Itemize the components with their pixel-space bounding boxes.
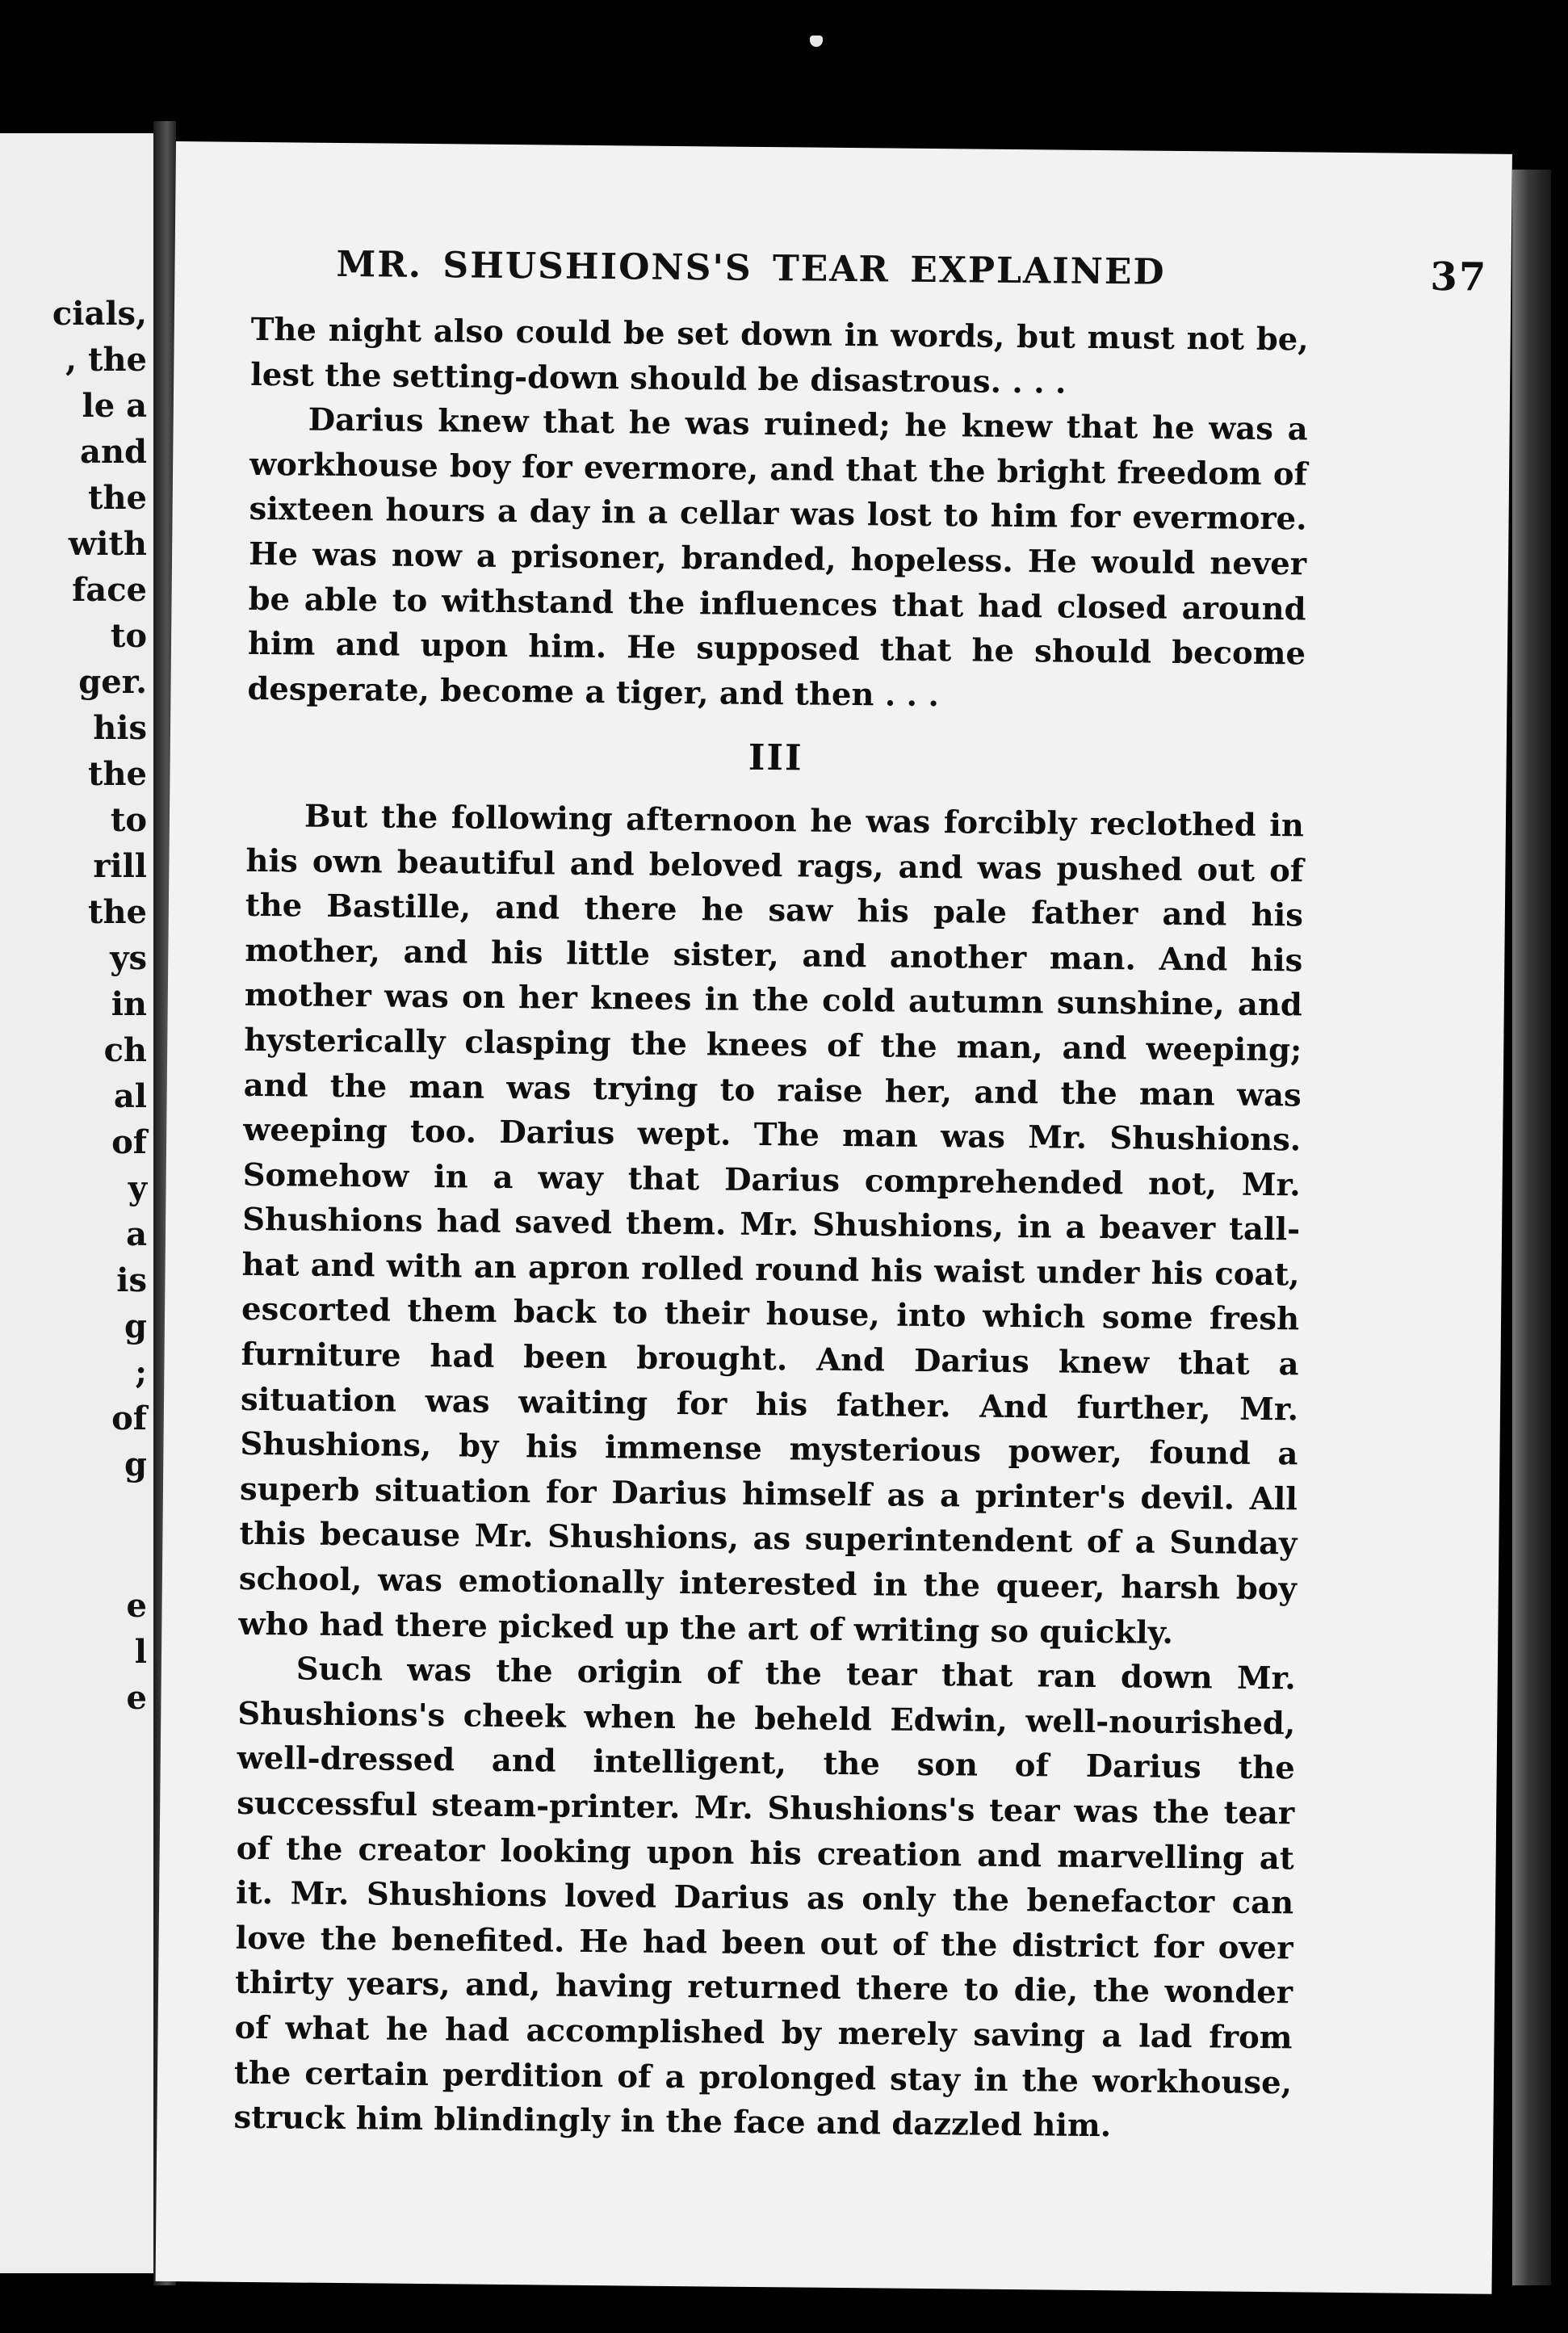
left-page-fragment: ; [135,1353,147,1391]
left-page-fragment: l [134,1633,147,1671]
left-page-fragment: ch [103,1031,147,1069]
left-page-fragment: the [87,893,147,931]
left-page-fragment: ger. [78,663,147,701]
left-page-fragment: y [128,1169,147,1207]
page-number: 37 [1430,254,1488,300]
paragraph: Darius knew that he was ruined; he knew that he was a workhouse boy for evermore, and that the bright freedom of sixteen hours a day in a cellar was lost to him for evermore. He was now a prisoner, branded, hopeless. He would never be able to withstand the influences that had closed around him and upon him. He supposed that he should become desperate, become a tiger, and then . . . [247,401,1308,714]
left-page-fragment: ys [110,939,147,977]
left-page-fragment: of [111,1123,147,1161]
paragraph: The night also could be set down in words, but must not be, lest the setting-down should be disastrous. . . . [250,311,1309,401]
dust-speck [810,36,823,47]
left-page-fragment: and [80,433,147,471]
paragraph: But the following afternoon he was forcibly reclothed in his own beautiful and beloved rags, and was pushed out of the Bastille, and there he saw his pale father and his mother, and his little sister, and another man. And his mother was on her knees in the cold autumn sunshine, and hysterically clasping the knees of the man, and weeping; and the man was trying to raise her, and the man was weeping too. Darius wept. The man was Mr. Shushions. Somehow in a way that Darius comprehended not, Mr. Shushions had saved them. Mr. Shushions, in a beaver tall-hat and with an apron rolled round his waist under his coat, escorted them back to their house, into which some fresh furniture had been brought. And Darius knew that a situation was waiting for his father. And further, Mr. Shushions, by his immense mysterious power, found a superb situation for Darius himself as a printer's devil. All this because Mr. Shushions, as superintendent of a Sunday school, was emotionally interested in the queer, harsh boy who had there picked up the art of writing so quickly. [238,798,1305,1651]
running-head [336,243,1488,300]
running-head-title: MR. SHUSHIONS'S TEAR EXPLAINED [336,243,1166,293]
page-edge-shadow [1512,170,1551,2285]
left-page-fragment: the [87,479,147,517]
left-page-fragment: a [126,1215,147,1253]
left-page-fragment: with [68,525,147,563]
left-page-fragment: cials, [52,295,147,333]
previous-page-edge [0,133,153,2273]
left-page-fragment: of [111,1399,147,1437]
left-page-fragment: in [111,985,147,1023]
left-page-fragment: rill [93,847,147,885]
left-page-fragment: face [72,571,147,609]
book-page [156,141,1512,2294]
left-page-fragment: le a [82,387,147,425]
left-page-fragment: e [126,1679,147,1717]
left-page-fragment: g [124,1446,147,1483]
body-text [233,308,1309,2150]
left-page-fragment: g [124,1307,147,1345]
left-page-fragment: to [110,801,147,839]
left-page-fragment: e [126,1587,147,1625]
left-page-fragment: to [110,617,147,655]
section-heading: III [748,737,803,779]
left-page-fragment: the [87,755,147,793]
left-page-fragment: al [113,1077,147,1115]
left-page-fragment: his [93,709,147,747]
paragraph: Such was the origin of the tear that ran down Mr. Shushions's cheek when he beheld Edwin, well-nourished, well-dressed and intelligent, the son of Darius the successful steam-printer. Mr. Shushions's tear was the tear of the creator looking upon his creation and marvelling at it. Mr. Shushions loved Darius as only the benefactor can love the benefited. He had been out of the district for over thirty years, and, having returned there to die, the wonder of what he had accomplished by merely saving a lad from the certain perdition of a prolonged stay in the workhouse, struck him blindingly in the face and dazzled him. [233,1651,1297,2145]
left-page-fragment: is [116,1261,147,1299]
left-page-fragment: , the [65,341,147,379]
